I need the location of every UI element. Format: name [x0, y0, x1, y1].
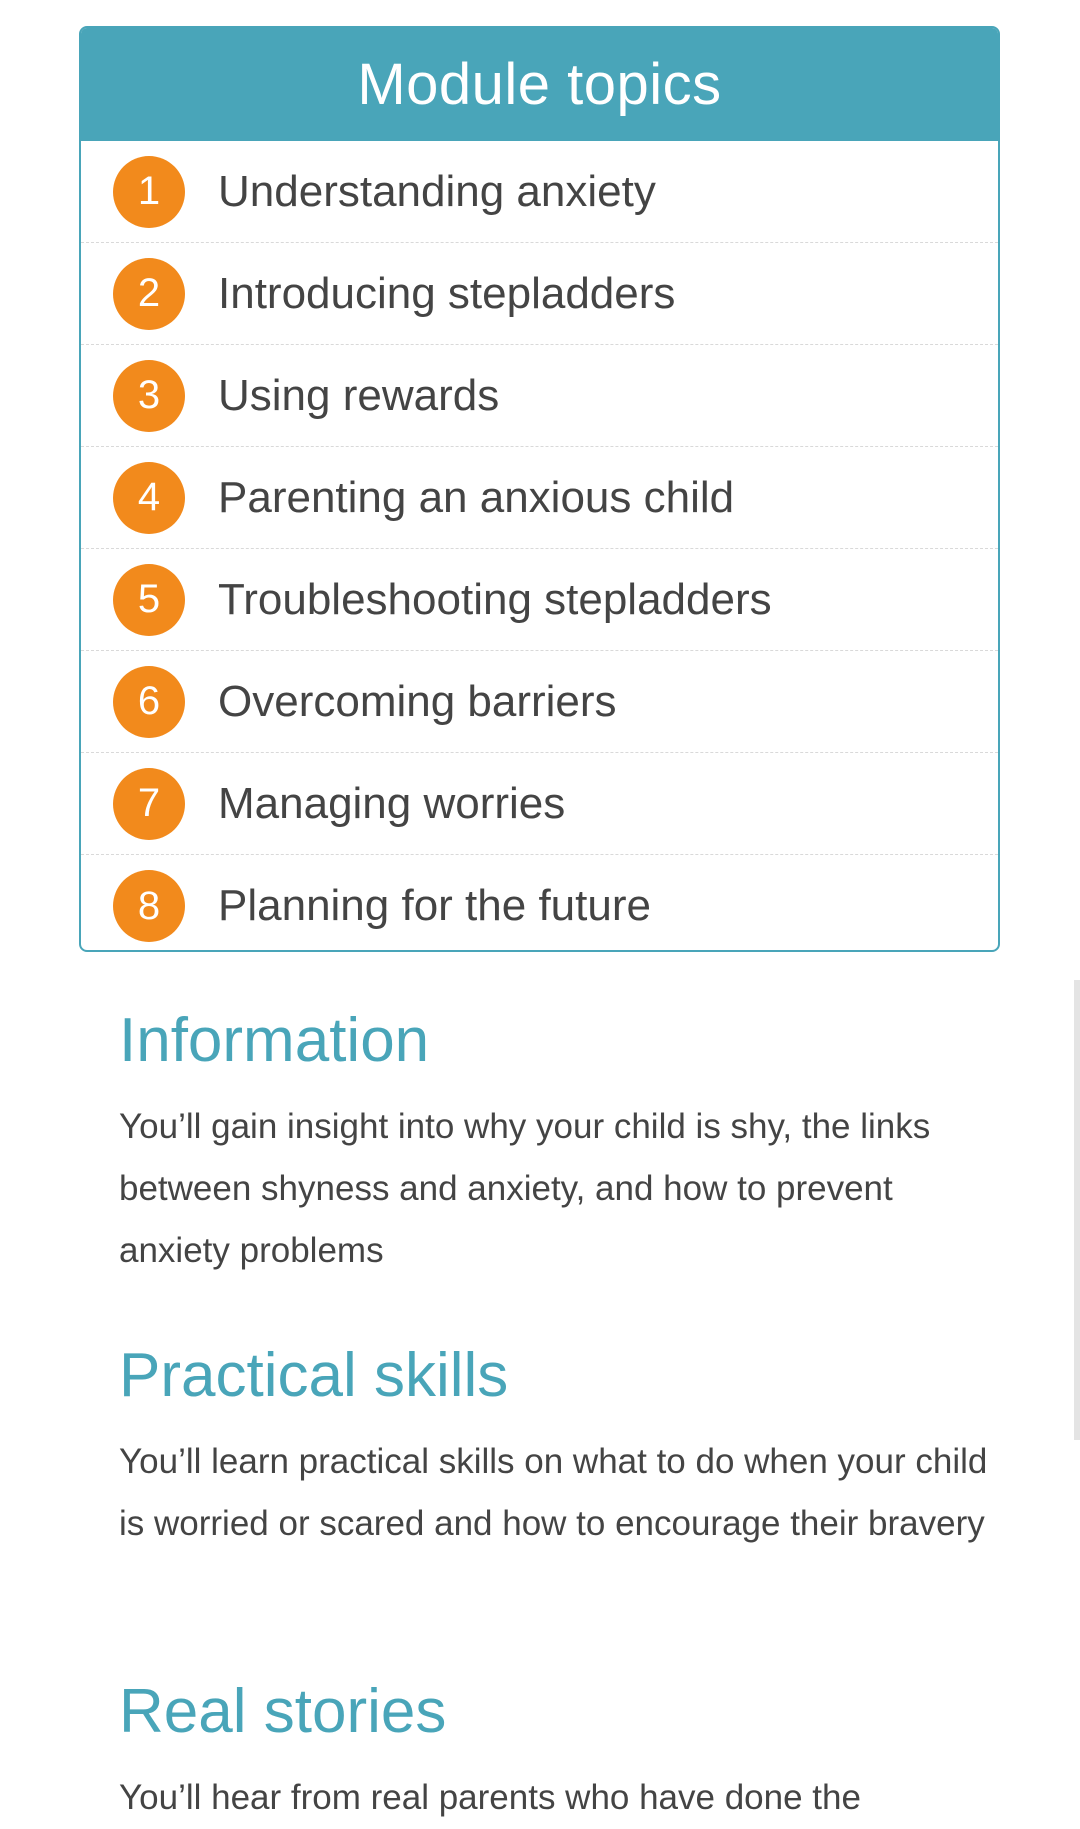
module-topics-header: [81, 28, 998, 141]
topic-number-badge: 2: [113, 258, 185, 330]
section-heading: Information: [119, 1006, 430, 1075]
module-topics-card: [79, 26, 1000, 952]
topic-number-badge: 1: [113, 156, 185, 228]
topic-label: Troubleshooting stepladders: [218, 574, 772, 624]
section-body: You’ll hear from real parents who have done the: [119, 1778, 861, 1818]
topic-number-badge: 3: [113, 360, 185, 432]
topic-item-3[interactable]: [81, 345, 998, 447]
section-body: You’ll learn practical skills on what to do when your child is worried or scared and how to encourage their bravery: [119, 1442, 988, 1544]
topic-item-7[interactable]: [81, 753, 998, 855]
topic-item-8[interactable]: [81, 855, 998, 952]
real-stories-section: [119, 1675, 1009, 1829]
topic-label: Understanding anxiety: [218, 166, 656, 216]
topic-number-badge: 8: [113, 870, 185, 942]
practical-skills-section: [119, 1339, 1009, 1555]
topic-label: Managing worries: [218, 778, 566, 828]
topic-item-2[interactable]: [81, 243, 998, 345]
topic-label: Using rewards: [218, 370, 500, 420]
topic-label: Planning for the future: [218, 881, 651, 930]
topic-label: Parenting an anxious child: [218, 472, 735, 522]
section-heading: Real stories: [119, 1677, 447, 1746]
scrollbar[interactable]: [1074, 980, 1080, 1440]
information-section: [119, 1004, 1009, 1282]
topic-list: [81, 141, 998, 952]
module-topics-title: Module topics: [357, 52, 722, 117]
topic-number-badge: 6: [113, 666, 185, 738]
topic-label: Introducing stepladders: [218, 268, 676, 318]
topic-number-badge: 5: [113, 564, 185, 636]
topic-item-6[interactable]: [81, 651, 998, 753]
section-body: You’ll gain insight into why your child is shy, the links between shyness and anxiety, and how to prevent anxiety problems: [119, 1107, 931, 1271]
topic-label: Overcoming barriers: [218, 676, 617, 726]
topic-item-5[interactable]: [81, 549, 998, 651]
topic-item-4[interactable]: [81, 447, 998, 549]
topic-number-badge: 7: [113, 768, 185, 840]
section-heading: Practical skills: [119, 1341, 509, 1410]
topic-item-1[interactable]: [81, 141, 998, 243]
topic-number-badge: 4: [113, 462, 185, 534]
